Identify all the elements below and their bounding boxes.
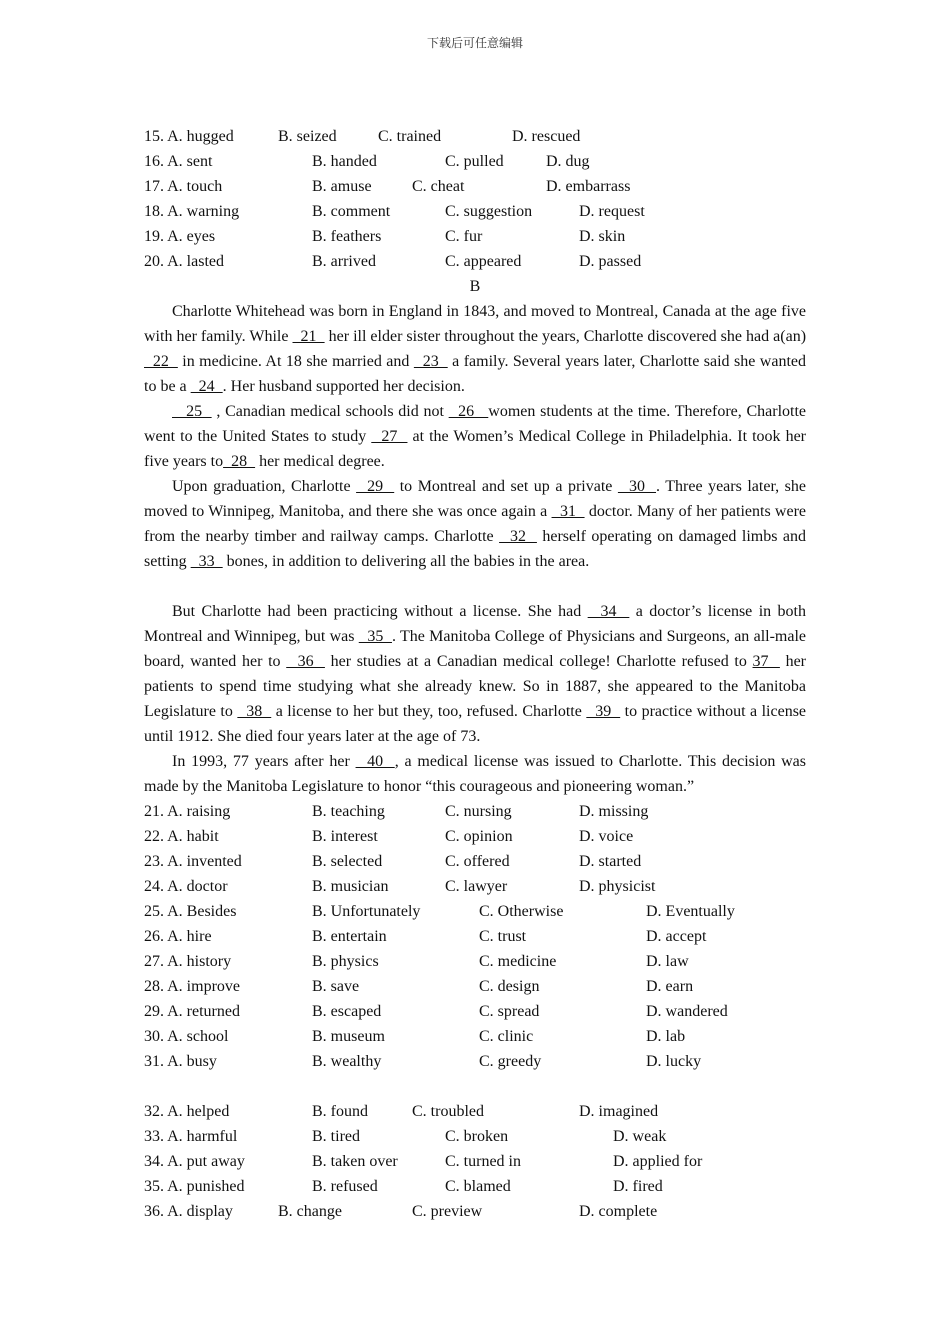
option-d: D. fired bbox=[613, 1178, 663, 1195]
option-d: D. wandered bbox=[646, 1003, 728, 1020]
option-b: B. physics bbox=[312, 953, 379, 970]
option-b: B. save bbox=[312, 978, 360, 995]
option-a: 15. A. hugged bbox=[144, 128, 234, 145]
question-20 bbox=[144, 249, 806, 274]
option-b: B. musician bbox=[312, 878, 389, 895]
option-a: 33. A. harmful bbox=[144, 1128, 238, 1145]
question-21 bbox=[144, 799, 806, 824]
option-b: B. refused bbox=[312, 1178, 378, 1195]
question-number: 19. bbox=[144, 228, 164, 245]
option-b: B. selected bbox=[312, 853, 383, 870]
option-a: 22. A. habit bbox=[144, 828, 219, 845]
option-a: 36. A. display bbox=[144, 1203, 233, 1220]
page-header: 下载后可任意编辑 bbox=[426, 36, 523, 50]
question-36 bbox=[144, 1199, 806, 1224]
option-d: D. started bbox=[579, 853, 642, 870]
question-25 bbox=[144, 899, 806, 924]
question-33 bbox=[144, 1124, 806, 1149]
question-30 bbox=[144, 1024, 806, 1049]
option-a: 17. A. touch bbox=[144, 178, 223, 195]
question-number: 21. bbox=[144, 803, 164, 820]
option-c: C. preview bbox=[412, 1203, 483, 1220]
question-number: 33. bbox=[144, 1128, 164, 1145]
question-number: 23. bbox=[144, 853, 164, 870]
blank-32[interactable]: 32 bbox=[499, 528, 537, 545]
option-c: C. fur bbox=[445, 228, 483, 245]
question-28 bbox=[144, 974, 806, 999]
question-27 bbox=[144, 949, 806, 974]
question-number: 17. bbox=[144, 178, 164, 195]
option-d: D. applied for bbox=[613, 1153, 703, 1170]
option-a: 28. A. improve bbox=[144, 978, 240, 995]
option-b: B. comment bbox=[312, 203, 391, 220]
option-c: C. design bbox=[479, 978, 540, 995]
passage-paragraph-1: Charlotte Whitehead was born in England in 1843, and moved to Montreal, Canada at the age five with her family. While 21 her ill elder sister throughout the years, Charlotte discovered she had a(an) 22 in medicine. At 18 she married and 23 a family. Several years later, Charlotte said she wanted to be a 24 . Her husband supported her decision. bbox=[144, 303, 807, 395]
option-c: C. lawyer bbox=[445, 878, 508, 895]
option-c: C. troubled bbox=[412, 1103, 484, 1120]
option-c: C. blamed bbox=[445, 1178, 511, 1195]
option-a: 32. A. helped bbox=[144, 1103, 230, 1120]
question-number: 26. bbox=[144, 928, 164, 945]
option-d: D. complete bbox=[579, 1203, 658, 1220]
option-b: B. handed bbox=[312, 153, 377, 170]
option-b: B. entertain bbox=[312, 928, 387, 945]
blank-30[interactable]: 30 bbox=[617, 478, 657, 495]
passage-paragraph-2: 25 , Canadian medical schools did not 26 women students at the time. Therefore, Charlotte went to the United States to study 27 at the Women’s Medical College in Philadelphia. It took her five years to 28 her medical degree. bbox=[144, 403, 807, 470]
blank-38[interactable]: 38 bbox=[237, 703, 272, 720]
question-34 bbox=[144, 1149, 806, 1174]
option-d: D. passed bbox=[579, 253, 642, 270]
blank-37[interactable]: 37 bbox=[752, 653, 780, 670]
question-number: 35. bbox=[144, 1178, 164, 1195]
question-number: 27. bbox=[144, 953, 164, 970]
question-19 bbox=[144, 224, 806, 249]
option-c: C. greedy bbox=[479, 1053, 542, 1070]
option-c: C. medicine bbox=[479, 953, 557, 970]
option-c: C. nursing bbox=[445, 803, 512, 820]
option-c: C. clinic bbox=[479, 1028, 534, 1045]
question-18 bbox=[144, 199, 806, 224]
option-c: C. broken bbox=[445, 1128, 509, 1145]
blank-31[interactable]: 31 bbox=[551, 503, 585, 520]
option-c: C. pulled bbox=[445, 153, 504, 170]
option-a: 34. A. put away bbox=[144, 1153, 245, 1170]
option-d: D. weak bbox=[613, 1128, 667, 1145]
blank-23[interactable]: 23 bbox=[413, 353, 448, 370]
blank-26[interactable]: 26 bbox=[448, 403, 489, 420]
option-a: 25. A. Besides bbox=[144, 903, 237, 920]
question-number: 31. bbox=[144, 1053, 164, 1070]
blank-34[interactable]: 34 bbox=[587, 603, 630, 620]
blank-24[interactable]: 24 bbox=[190, 378, 223, 395]
blank-21[interactable]: 21 bbox=[292, 328, 325, 345]
question-number: 36. bbox=[144, 1203, 164, 1220]
option-d: D. accept bbox=[646, 928, 707, 945]
question-number: 15. bbox=[144, 128, 164, 145]
option-b: B. interest bbox=[312, 828, 378, 845]
option-a: 24. A. doctor bbox=[144, 878, 228, 895]
section-heading-b: B bbox=[469, 278, 481, 295]
option-a: 30. A. school bbox=[144, 1028, 229, 1045]
option-c: C. Otherwise bbox=[479, 903, 564, 920]
question-31 bbox=[144, 1049, 806, 1074]
option-b: B. arrived bbox=[312, 253, 376, 270]
option-c: C. turned in bbox=[445, 1153, 521, 1170]
spacer bbox=[144, 1074, 806, 1099]
blank-29[interactable]: 29 bbox=[356, 478, 395, 495]
option-d: D. missing bbox=[579, 803, 649, 820]
option-a: 20. A. lasted bbox=[144, 253, 224, 270]
question-26 bbox=[144, 924, 806, 949]
passage-paragraph-3: Upon graduation, Charlotte 29 to Montreal and set up a private 30 . Three years later, she moved to Winnipeg, Manitoba, and there she was once again a 31 doctor. Many of her patients were from the nearby timber and railway camps. Charlotte 32 herself operating on damaged limbs and setting 33 bones, in addition to delivering all the babies in the area. bbox=[144, 478, 807, 570]
option-d: D. voice bbox=[579, 828, 634, 845]
blank-35[interactable]: 35 bbox=[358, 628, 392, 645]
option-c: C. trust bbox=[479, 928, 527, 945]
question-35 bbox=[144, 1174, 806, 1199]
question-number: 29. bbox=[144, 1003, 164, 1020]
option-a: 21. A. raising bbox=[144, 803, 231, 820]
option-a: 27. A. history bbox=[144, 953, 232, 970]
option-a: 18. A. warning bbox=[144, 203, 240, 220]
option-d: D. law bbox=[646, 953, 689, 970]
question-29 bbox=[144, 999, 806, 1024]
question-number: 34. bbox=[144, 1153, 164, 1170]
question-number: 22. bbox=[144, 828, 164, 845]
option-a: 23. A. invented bbox=[144, 853, 242, 870]
option-b: B. wealthy bbox=[312, 1053, 382, 1070]
option-b: B. Unfortunately bbox=[312, 903, 421, 920]
option-b: B. change bbox=[278, 1203, 342, 1220]
blank-40[interactable]: 40 bbox=[355, 753, 395, 770]
option-d: D. skin bbox=[579, 228, 626, 245]
option-c: C. cheat bbox=[412, 178, 465, 195]
option-d: D. lucky bbox=[646, 1053, 702, 1070]
option-c: C. trained bbox=[378, 128, 442, 145]
blank-39[interactable]: 39 bbox=[586, 703, 621, 720]
option-a: 26. A. hire bbox=[144, 928, 212, 945]
question-16 bbox=[144, 149, 806, 174]
option-d: D. embarrass bbox=[546, 178, 631, 195]
blank-36[interactable]: 36 bbox=[286, 653, 325, 670]
option-b: B. museum bbox=[312, 1028, 385, 1045]
option-b: B. escaped bbox=[312, 1003, 382, 1020]
passage-paragraph-4: But Charlotte had been practicing without a license. She had 34 a doctor’s license in both Montreal and Winnipeg, but was 35 . The Manitoba College of Physicians and Surgeons, an all-male board, wanted her to 36 her studies at a Canadian medical college! Charlotte refused to 37 her patients to spend time studying what she already knew. So in 1887, she appeared to the Manitoba Legislature to 38 a license to her but they, too, refused. Charlotte 39 to practice without a license until 1912. She died four years later at the age of 73. bbox=[144, 603, 807, 745]
option-c: C. opinion bbox=[445, 828, 513, 845]
question-number: 20. bbox=[144, 253, 164, 270]
question-15 bbox=[144, 124, 806, 149]
blank-28[interactable]: 28 bbox=[223, 453, 256, 470]
option-d: D. imagined bbox=[579, 1103, 659, 1120]
option-b: B. taken over bbox=[312, 1153, 398, 1170]
option-b: B. feathers bbox=[312, 228, 382, 245]
question-number: 16. bbox=[144, 153, 164, 170]
option-d: D. Eventually bbox=[646, 903, 735, 920]
option-d: D. physicist bbox=[579, 878, 656, 895]
passage-paragraph-5: In 1993, 77 years after her 40 , a medical license was issued to Charlotte. This decision was made by the Manitoba Legislature to honor “this courageous and pioneering woman.” bbox=[144, 753, 806, 795]
option-d: D. earn bbox=[646, 978, 694, 995]
question-number: 28. bbox=[144, 978, 164, 995]
blank-25[interactable]: 25 bbox=[172, 403, 212, 420]
option-a: 19. A. eyes bbox=[144, 228, 216, 245]
option-b: B. tired bbox=[312, 1128, 360, 1145]
option-b: B. found bbox=[312, 1103, 368, 1120]
option-c: C. suggestion bbox=[445, 203, 533, 220]
option-d: D. dug bbox=[546, 153, 590, 170]
option-b: B. seized bbox=[278, 128, 337, 145]
option-b: B. teaching bbox=[312, 803, 385, 820]
option-a: 29. A. returned bbox=[144, 1003, 240, 1020]
option-c: C. spread bbox=[479, 1003, 540, 1020]
question-number: 32. bbox=[144, 1103, 164, 1120]
question-24 bbox=[144, 874, 806, 899]
option-d: D. rescued bbox=[512, 128, 581, 145]
blank-27[interactable]: 27 bbox=[371, 428, 408, 445]
question-17 bbox=[144, 174, 806, 199]
document-body bbox=[144, 124, 806, 1224]
question-22 bbox=[144, 824, 806, 849]
option-d: D. lab bbox=[646, 1028, 686, 1045]
option-a: 16. A. sent bbox=[144, 153, 213, 170]
option-b: B. amuse bbox=[312, 178, 372, 195]
option-d: D. request bbox=[579, 203, 645, 220]
question-number: 25. bbox=[144, 903, 164, 920]
question-23 bbox=[144, 849, 806, 874]
option-a: 31. A. busy bbox=[144, 1053, 217, 1070]
question-32 bbox=[144, 1099, 806, 1124]
option-c: C. offered bbox=[445, 853, 510, 870]
blank-22[interactable]: 22 bbox=[144, 353, 178, 370]
question-number: 24. bbox=[144, 878, 164, 895]
blank-33[interactable]: 33 bbox=[190, 553, 223, 570]
question-number: 18. bbox=[144, 203, 164, 220]
question-number: 30. bbox=[144, 1028, 164, 1045]
option-c: C. appeared bbox=[445, 253, 522, 270]
option-a: 35. A. punished bbox=[144, 1178, 245, 1195]
spacer bbox=[144, 574, 806, 599]
